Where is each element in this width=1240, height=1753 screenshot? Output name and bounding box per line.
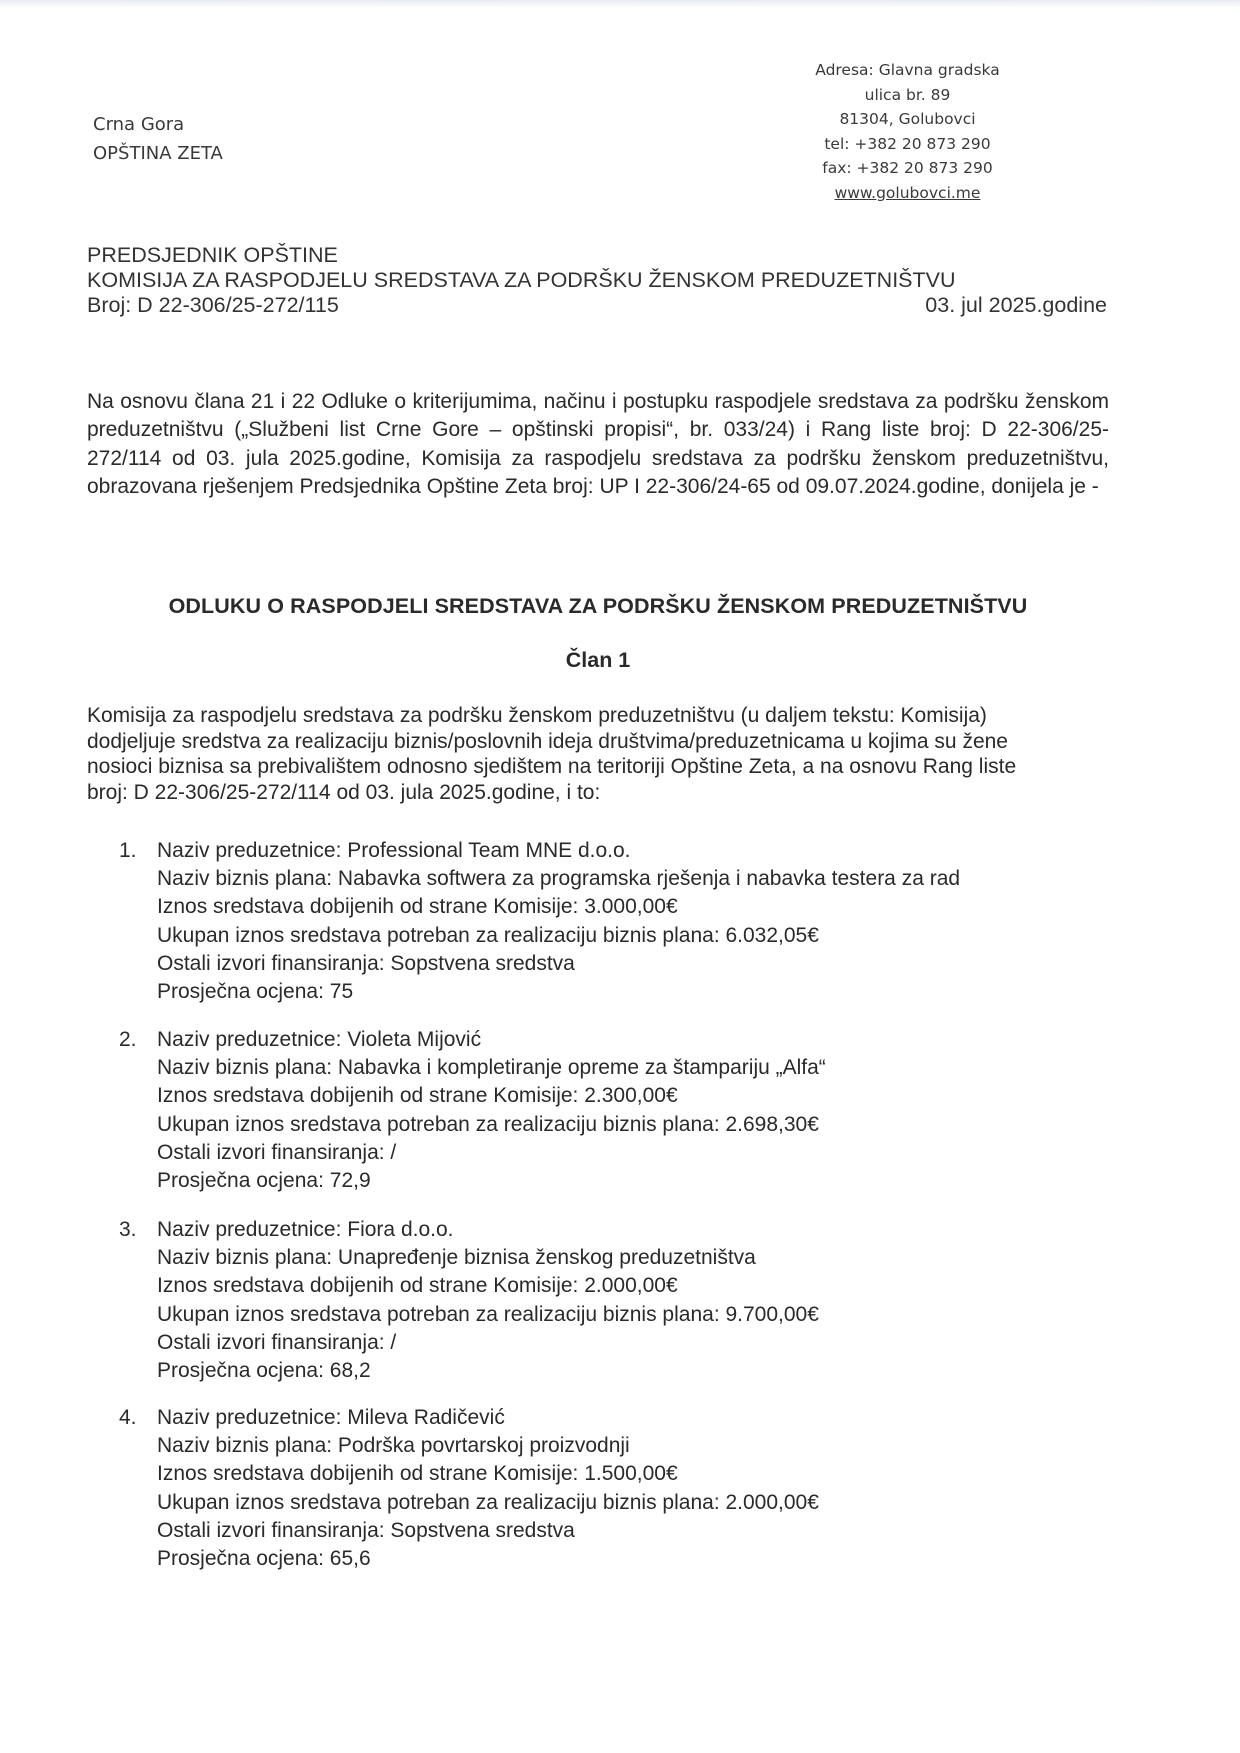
contact-address-line-2: ulica br. 89 — [864, 85, 951, 104]
intro-paragraph: Na osnovu člana 21 i 22 Odluke o kriterijumima, načinu i postupku raspodjele sredstava za podršku ženskom preduzetništvu („Službeni list Crne Gore – opštinski propisi“, br. 033/24) i Rang liste broj: D 22-306/25-272/114 od 03. jula 2025.godine, Komisija za raspodjelu sredstava za podršku ženskom preduzetništvu, obrazovana rješenjem Predsjednika Opštine Zeta broj: UP I 22-306/24-65 od 09.07.2024.godine, donijela je - — [87, 390, 1109, 499]
article-line: Komisija za raspodjelu sredstava za podršku ženskom preduzetništvu (u daljem tekstu: Komisija) — [87, 704, 987, 727]
document-header — [87, 243, 1107, 318]
business-plan-name: Naziv biznis plana: Nabavka i kompletiranje opreme za štampariju „Alfa“ — [157, 1056, 826, 1080]
awarded-amount: Iznos sredstava dobijenih od strane Komisije: 1.500,00€ — [157, 1462, 678, 1486]
item-number: 1. — [119, 839, 137, 862]
contact-website-link[interactable]: www.golubovci.me — [834, 183, 981, 202]
letterhead-contact — [800, 58, 1015, 205]
country-name: Crna Gora — [93, 114, 185, 135]
item-details — [157, 1216, 819, 1385]
contact-address-line-1: Adresa: Glavna gradska — [815, 61, 1000, 79]
letterhead-organization — [93, 110, 223, 168]
average-score: Prosječna ocjena: 65,6 — [157, 1547, 371, 1571]
business-plan-name: Naziv biznis plana: Nabavka softwera za programska rješenja i nabavka testera za rad — [157, 867, 961, 891]
entrepreneur-name: Naziv preduzetnice: Fiora d.o.o. — [157, 1218, 454, 1241]
total-amount: Ukupan iznos sredstava potreban za realizaciju biznis plana: 2.000,00€ — [157, 1490, 819, 1514]
item-number: 2. — [119, 1028, 137, 1051]
commission-title: KOMISIJA ZA RASPODJELU SREDSTAVA ZA PODRŠKU ŽENSKOM PREDUZETNIŠTVU — [87, 268, 956, 292]
entrepreneur-name: Naziv preduzetnice: Professional Team MNE d.o.o. — [157, 839, 631, 862]
total-amount: Ukupan iznos sredstava potreban za realizaciju biznis plana: 2.698,30€ — [157, 1112, 819, 1136]
contact-phone: tel: +382 20 873 290 — [824, 134, 991, 153]
item-number: 3. — [119, 1218, 137, 1241]
item-number: 4. — [119, 1406, 137, 1429]
total-amount: Ukupan iznos sredstava potreban za realizaciju biznis plana: 6.032,05€ — [157, 923, 819, 947]
other-funding-sources: Ostali izvori finansiranja: Sopstvena sredstva — [157, 951, 575, 975]
article-line: broj: D 22-306/25-272/114 od 03. jula 2025.godine, i to: — [87, 780, 601, 804]
issuer-title: PREDSJEDNIK OPŠTINE — [87, 243, 338, 267]
item-details — [157, 1404, 819, 1573]
entrepreneur-name: Naziv preduzetnice: Violeta Mijović — [157, 1028, 482, 1051]
other-funding-sources: Ostali izvori finansiranja: / — [157, 1140, 397, 1164]
other-funding-sources: Ostali izvori finansiranja: / — [157, 1330, 397, 1354]
other-funding-sources: Ostali izvori finansiranja: Sopstvena sredstva — [157, 1518, 575, 1542]
scan-edge-shade — [0, 0, 1240, 8]
document-date: 03. jul 2025.godine — [925, 293, 1107, 317]
reference-row — [87, 293, 1107, 318]
awarded-amount: Iznos sredstava dobijenih od strane Komisije: 2.000,00€ — [157, 1274, 678, 1298]
article-line: dodjeljuje sredstva za realizaciju biznis/poslovnih ideja društvima/preduzetnicama u kojima su žene — [87, 729, 1008, 753]
business-plan-name: Naziv biznis plana: Podrška povrtarskoj proizvodnji — [157, 1434, 630, 1458]
article-paragraph — [87, 703, 1109, 805]
decision-title: ODLUKU O RASPODJELI SREDSTAVA ZA PODRŠKU ŽENSKOM PREDUZETNIŠTVU — [168, 594, 1028, 618]
awarded-amount: Iznos sredstava dobijenih od strane Komisije: 3.000,00€ — [157, 895, 678, 919]
contact-postal-city: 81304, Golubovci — [839, 110, 976, 128]
reference-number: Broj: D 22-306/25-272/115 — [87, 293, 339, 317]
item-details — [157, 837, 960, 1006]
municipality-name: OPŠTINA ZETA — [93, 143, 223, 164]
average-score: Prosječna ocjena: 72,9 — [157, 1169, 371, 1193]
article-title: Član 1 — [565, 648, 631, 672]
average-score: Prosječna ocjena: 68,2 — [157, 1359, 371, 1383]
total-amount: Ukupan iznos sredstava potreban za realizaciju biznis plana: 9.700,00€ — [157, 1302, 819, 1326]
contact-fax: fax: +382 20 873 290 — [822, 159, 993, 177]
average-score: Prosječna ocjena: 75 — [157, 980, 354, 1004]
awarded-amount: Iznos sredstava dobijenih od strane Komisije: 2.300,00€ — [157, 1084, 678, 1108]
entrepreneur-name: Naziv preduzetnice: Mileva Radičević — [157, 1406, 505, 1429]
item-details — [157, 1026, 826, 1195]
business-plan-name: Naziv biznis plana: Unapređenje biznisa ženskog preduzetništva — [157, 1246, 756, 1270]
article-line: nosioci biznisa sa prebivalištem odnosno sjedištem na teritoriji Opštine Zeta, a na osnovu Rang liste — [87, 755, 1017, 779]
